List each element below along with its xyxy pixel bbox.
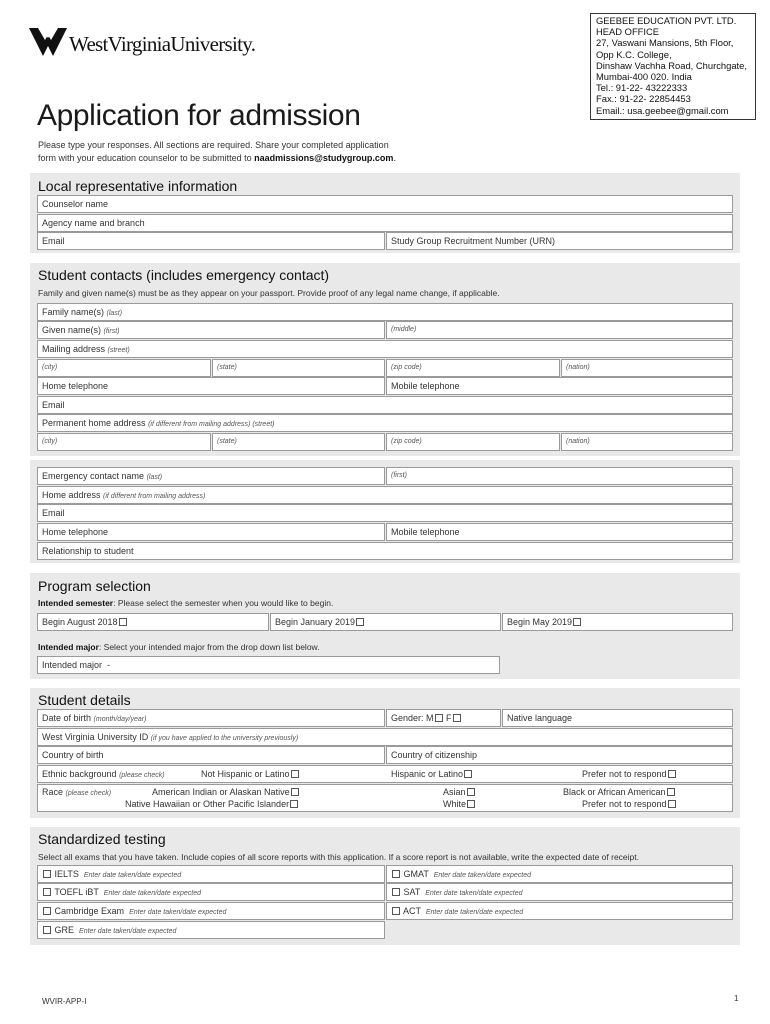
counselor-name-field[interactable]: Counselor name (37, 195, 733, 213)
gre-checkbox[interactable] (43, 926, 51, 934)
section-heading: Local representative information (38, 178, 238, 194)
intended-major-dropdown[interactable]: Intended major - (37, 656, 500, 674)
ielts-checkbox[interactable] (43, 870, 51, 878)
ielts-field[interactable]: IELTS Enter date taken/date expected (37, 865, 385, 883)
section-heading: Student contacts (includes emergency contact) (38, 267, 330, 283)
wvu-logo (29, 26, 255, 58)
mailing-zip-field[interactable]: (zip code) (386, 359, 560, 377)
permanent-state-field[interactable]: (state) (212, 433, 385, 451)
checkbox[interactable] (356, 618, 364, 626)
agency-address-box: GEEBEE EDUCATION PVT. LTD. HEAD OFFICE 27, Vaswani Mansions, 5th Floor, Opp K.C. College, Dinshaw Vachha Road, Churchgate, Mumbai-400 020. India Tel.: 91-22- 43222333 Fax.: 91-22- 22854453 Email.: usa.geebee@gmail.com (590, 13, 756, 120)
testing-instruction: Select all exams that you have taken. Include copies of all score reports with this application. If a score report is not available, write the expected date of receipt. (38, 852, 639, 862)
toefl-checkbox[interactable] (43, 888, 51, 896)
family-name-field[interactable]: Family name(s) (last) (37, 303, 733, 321)
section-program-selection (30, 573, 740, 679)
permanent-city-field[interactable]: (city) (37, 433, 211, 451)
cambridge-field[interactable]: Cambridge Exam Enter date taken/date expected (37, 902, 385, 920)
permanent-zip-field[interactable]: (zip code) (386, 433, 560, 451)
gender-female-checkbox[interactable] (453, 714, 461, 722)
relationship-field[interactable]: Relationship to student (37, 542, 733, 560)
emergency-home-telephone-field[interactable]: Home telephone (37, 523, 385, 541)
begin-august-2018-option[interactable]: Begin August 2018 (37, 613, 269, 631)
emergency-email-field[interactable]: Email (37, 504, 733, 522)
section-heading: Program selection (38, 578, 151, 594)
section-emergency-contact (30, 460, 740, 563)
date-of-birth-field[interactable]: Date of birth (month/day/year) (37, 709, 385, 727)
agency-name-field[interactable]: Agency name and branch (37, 214, 733, 232)
black-option[interactable]: Black or African American (563, 787, 676, 798)
gre-field[interactable]: GRE Enter date taken/date expected (37, 921, 385, 939)
race-prefer-not-option[interactable]: Prefer not to respond (582, 799, 677, 810)
gender-male-checkbox[interactable] (435, 714, 443, 722)
not-hispanic-option[interactable]: Not Hispanic or Latino (201, 769, 300, 780)
section-local-representative (30, 173, 740, 253)
section-instruction: Family and given name(s) must be as they appear on your passport. Provide proof of any legal name change, if applicable. (38, 288, 500, 298)
checkbox[interactable] (119, 618, 127, 626)
country-of-citizenship-field[interactable]: Country of citizenship (386, 746, 733, 764)
gmat-checkbox[interactable] (392, 870, 400, 878)
native-language-field[interactable]: Native language (502, 709, 733, 727)
emergency-last-name-field[interactable]: Emergency contact name (last) (37, 467, 385, 485)
mailing-city-field[interactable]: (city) (37, 359, 211, 377)
white-option[interactable]: White (443, 799, 476, 810)
mobile-telephone-field[interactable]: Mobile telephone (386, 377, 733, 395)
section-standardized-testing (30, 827, 740, 945)
begin-may-2019-option[interactable]: Begin May 2019 (502, 613, 733, 631)
mailing-state-field[interactable]: (state) (212, 359, 385, 377)
permanent-street-field[interactable]: Permanent home address (if different from mailing address) (street) (37, 414, 733, 432)
act-field[interactable]: ACT Enter date taken/date expected (386, 902, 733, 920)
home-telephone-field[interactable]: Home telephone (37, 377, 385, 395)
country-of-birth-field[interactable]: Country of birth (37, 746, 385, 764)
rep-email-field[interactable]: Email (37, 232, 385, 250)
emergency-first-name-field[interactable]: (first) (386, 467, 733, 485)
cambridge-checkbox[interactable] (43, 907, 51, 915)
section-heading: Standardized testing (38, 831, 166, 847)
semester-instruction: Intended semester: Please select the semester when you would like to begin. (38, 598, 334, 608)
mailing-nation-field[interactable]: (nation) (561, 359, 733, 377)
urn-field[interactable]: Study Group Recruitment Number (URN) (386, 232, 733, 250)
act-checkbox[interactable] (392, 907, 400, 915)
student-email-field[interactable]: Email (37, 396, 733, 414)
page-title: Application for admission (37, 99, 361, 132)
section-heading: Student details (38, 692, 131, 708)
asian-option[interactable]: Asian (443, 787, 476, 798)
section-student-contacts (30, 263, 740, 456)
major-instruction: Intended major: Select your intended major from the drop down list below. (38, 642, 320, 652)
checkbox[interactable] (573, 618, 581, 626)
toefl-field[interactable]: TOEFL iBT Enter date taken/date expected (37, 883, 385, 901)
american-indian-option[interactable]: American Indian or Alaskan Native (152, 787, 300, 798)
given-name-field[interactable]: Given name(s) (first) (37, 321, 385, 339)
emergency-mobile-telephone-field[interactable]: Mobile telephone (386, 523, 733, 541)
hispanic-option[interactable]: Hispanic or Latino (391, 769, 473, 780)
hawaiian-option[interactable]: Native Hawaiian or Other Pacific Islander (125, 799, 299, 810)
intro-text: Please type your responses. All sections are required. Share your completed application form with your education counselor to be submitted to naadmissions@studygroup.com. (38, 140, 396, 163)
sat-field[interactable]: SAT Enter date taken/date expected (386, 883, 733, 901)
emergency-home-address-field[interactable]: Home address (if different from mailing address) (37, 486, 733, 504)
gender-field[interactable]: Gender: M F (386, 709, 501, 727)
race-row: Race (please check) (37, 784, 733, 812)
university-name: WestVirginiaUniversity. (69, 31, 256, 56)
sat-checkbox[interactable] (392, 888, 400, 896)
form-code: WVIR-APP-I (42, 997, 87, 1006)
middle-name-field[interactable]: (middle) (386, 321, 733, 339)
flying-wv-icon (29, 26, 67, 58)
permanent-nation-field[interactable]: (nation) (561, 433, 733, 451)
ethnic-prefer-not-option[interactable]: Prefer not to respond (582, 769, 677, 780)
begin-january-2019-option[interactable]: Begin January 2019 (270, 613, 501, 631)
ethnic-background-row: Ethnic background (please check) (37, 765, 733, 783)
section-student-details (30, 688, 740, 818)
mailing-street-field[interactable]: Mailing address (street) (37, 340, 733, 358)
gmat-field[interactable]: GMAT Enter date taken/date expected (386, 865, 733, 883)
page-number: 1 (734, 994, 739, 1003)
wvu-id-field[interactable]: West Virginia University ID (if you have applied to the university previously) (37, 728, 733, 746)
